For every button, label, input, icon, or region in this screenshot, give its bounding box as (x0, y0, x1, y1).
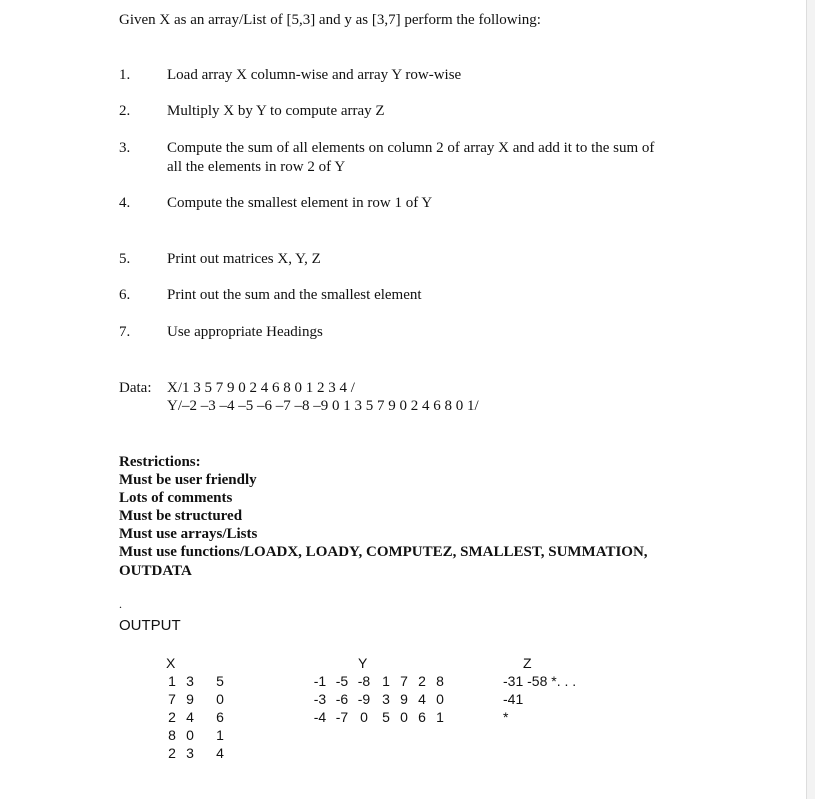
item-text-continued: all the elements in row 2 of Y (167, 159, 346, 175)
item-text: Compute the sum of all elements on column 2 of array X and add it to the sum of (167, 140, 655, 156)
matrix-cell: 3 (186, 673, 194, 689)
restriction-line: Must be user friendly (119, 472, 257, 488)
matrix-cell: 7 (168, 691, 176, 707)
item-text: Print out the sum and the smallest element (167, 287, 422, 303)
matrix-cell: -4 (313, 709, 327, 725)
matrix-cell: 5 (216, 673, 224, 689)
matrix-cell: 3 (186, 745, 194, 761)
matrix-cell: 4 (418, 691, 426, 707)
matrix-cell: 8 (168, 727, 176, 743)
item-text: Use appropriate Headings (167, 324, 323, 340)
matrix-cell: 9 (186, 691, 194, 707)
matrix-cell: 0 (216, 691, 224, 707)
matrix-cell: 1 (216, 727, 224, 743)
item-number: 1. (119, 67, 131, 83)
matrix-cell: 2 (168, 745, 176, 761)
matrix-cell: 1 (436, 709, 444, 725)
restriction-line: Lots of comments (119, 490, 233, 506)
matrix-cell: 0 (436, 691, 444, 707)
matrix-cell: 3 (382, 691, 390, 707)
item-text: Compute the smallest element in row 1 of Y (167, 195, 433, 211)
item-number: 7. (119, 324, 131, 340)
z-row: -31 -58 *. . . (503, 673, 577, 689)
matrix-cell: 8 (436, 673, 444, 689)
restriction-line: OUTDATA (119, 563, 192, 579)
data-y-line: Y/–2 –3 –4 –5 –6 –7 –8 –9 0 1 3 5 7 9 0 2 4 6 8 0 1/ (167, 398, 479, 414)
restrictions-heading: Restrictions: (119, 454, 201, 470)
z-row: -41 (503, 691, 524, 707)
z-row: * (503, 709, 509, 725)
item-text: Print out matrices X, Y, Z (167, 251, 321, 267)
item-number: 4. (119, 195, 131, 211)
matrix-cell: 5 (382, 709, 390, 725)
matrix-cell: 2 (418, 673, 426, 689)
data-x-line: X/1 3 5 7 9 0 2 4 6 8 0 1 2 3 4 / (167, 380, 355, 396)
stray-dot: . (119, 597, 122, 611)
matrix-cell: 0 (360, 709, 368, 725)
matrix-cell: -6 (335, 691, 349, 707)
output-heading: OUTPUT (119, 617, 181, 634)
item-number: 6. (119, 287, 131, 303)
matrix-cell: 1 (168, 673, 176, 689)
matrix-cell: -3 (313, 691, 327, 707)
matrix-cell: 4 (216, 745, 224, 761)
matrix-cell: -1 (313, 673, 327, 689)
matrix-cell: 2 (168, 709, 176, 725)
matrix-cell: 0 (400, 709, 408, 725)
z-matrix-header: Z (523, 655, 532, 671)
matrix-cell: 0 (186, 727, 194, 743)
matrix-cell: 4 (186, 709, 194, 725)
matrix-cell: 6 (418, 709, 426, 725)
matrix-cell: -8 (357, 673, 371, 689)
page-edge (806, 0, 815, 799)
matrix-cell: 7 (400, 673, 408, 689)
item-number: 3. (119, 140, 131, 156)
matrix-cell: 1 (382, 673, 390, 689)
y-matrix-header: Y (358, 655, 368, 671)
restriction-line: Must use functions/LOADX, LOADY, COMPUTEZ, SMALLEST, SUMMATION, (119, 544, 648, 560)
matrix-cell: -9 (357, 691, 371, 707)
matrix-cell: -7 (335, 709, 349, 725)
x-matrix-header: X (166, 655, 176, 671)
matrix-cell: 9 (400, 691, 408, 707)
data-label: Data: (119, 380, 152, 396)
restriction-line: Must be structured (119, 508, 243, 524)
item-number: 5. (119, 251, 131, 267)
item-number: 2. (119, 103, 131, 119)
item-text: Load array X column-wise and array Y row-wise (167, 67, 462, 83)
matrix-cell: 6 (216, 709, 224, 725)
intro-text: Given X as an array/List of [5,3] and y as [3,7] perform the following: (119, 12, 541, 28)
item-text: Multiply X by Y to compute array Z (167, 103, 385, 119)
restriction-line: Must use arrays/Lists (119, 526, 258, 542)
matrix-cell: -5 (335, 673, 349, 689)
